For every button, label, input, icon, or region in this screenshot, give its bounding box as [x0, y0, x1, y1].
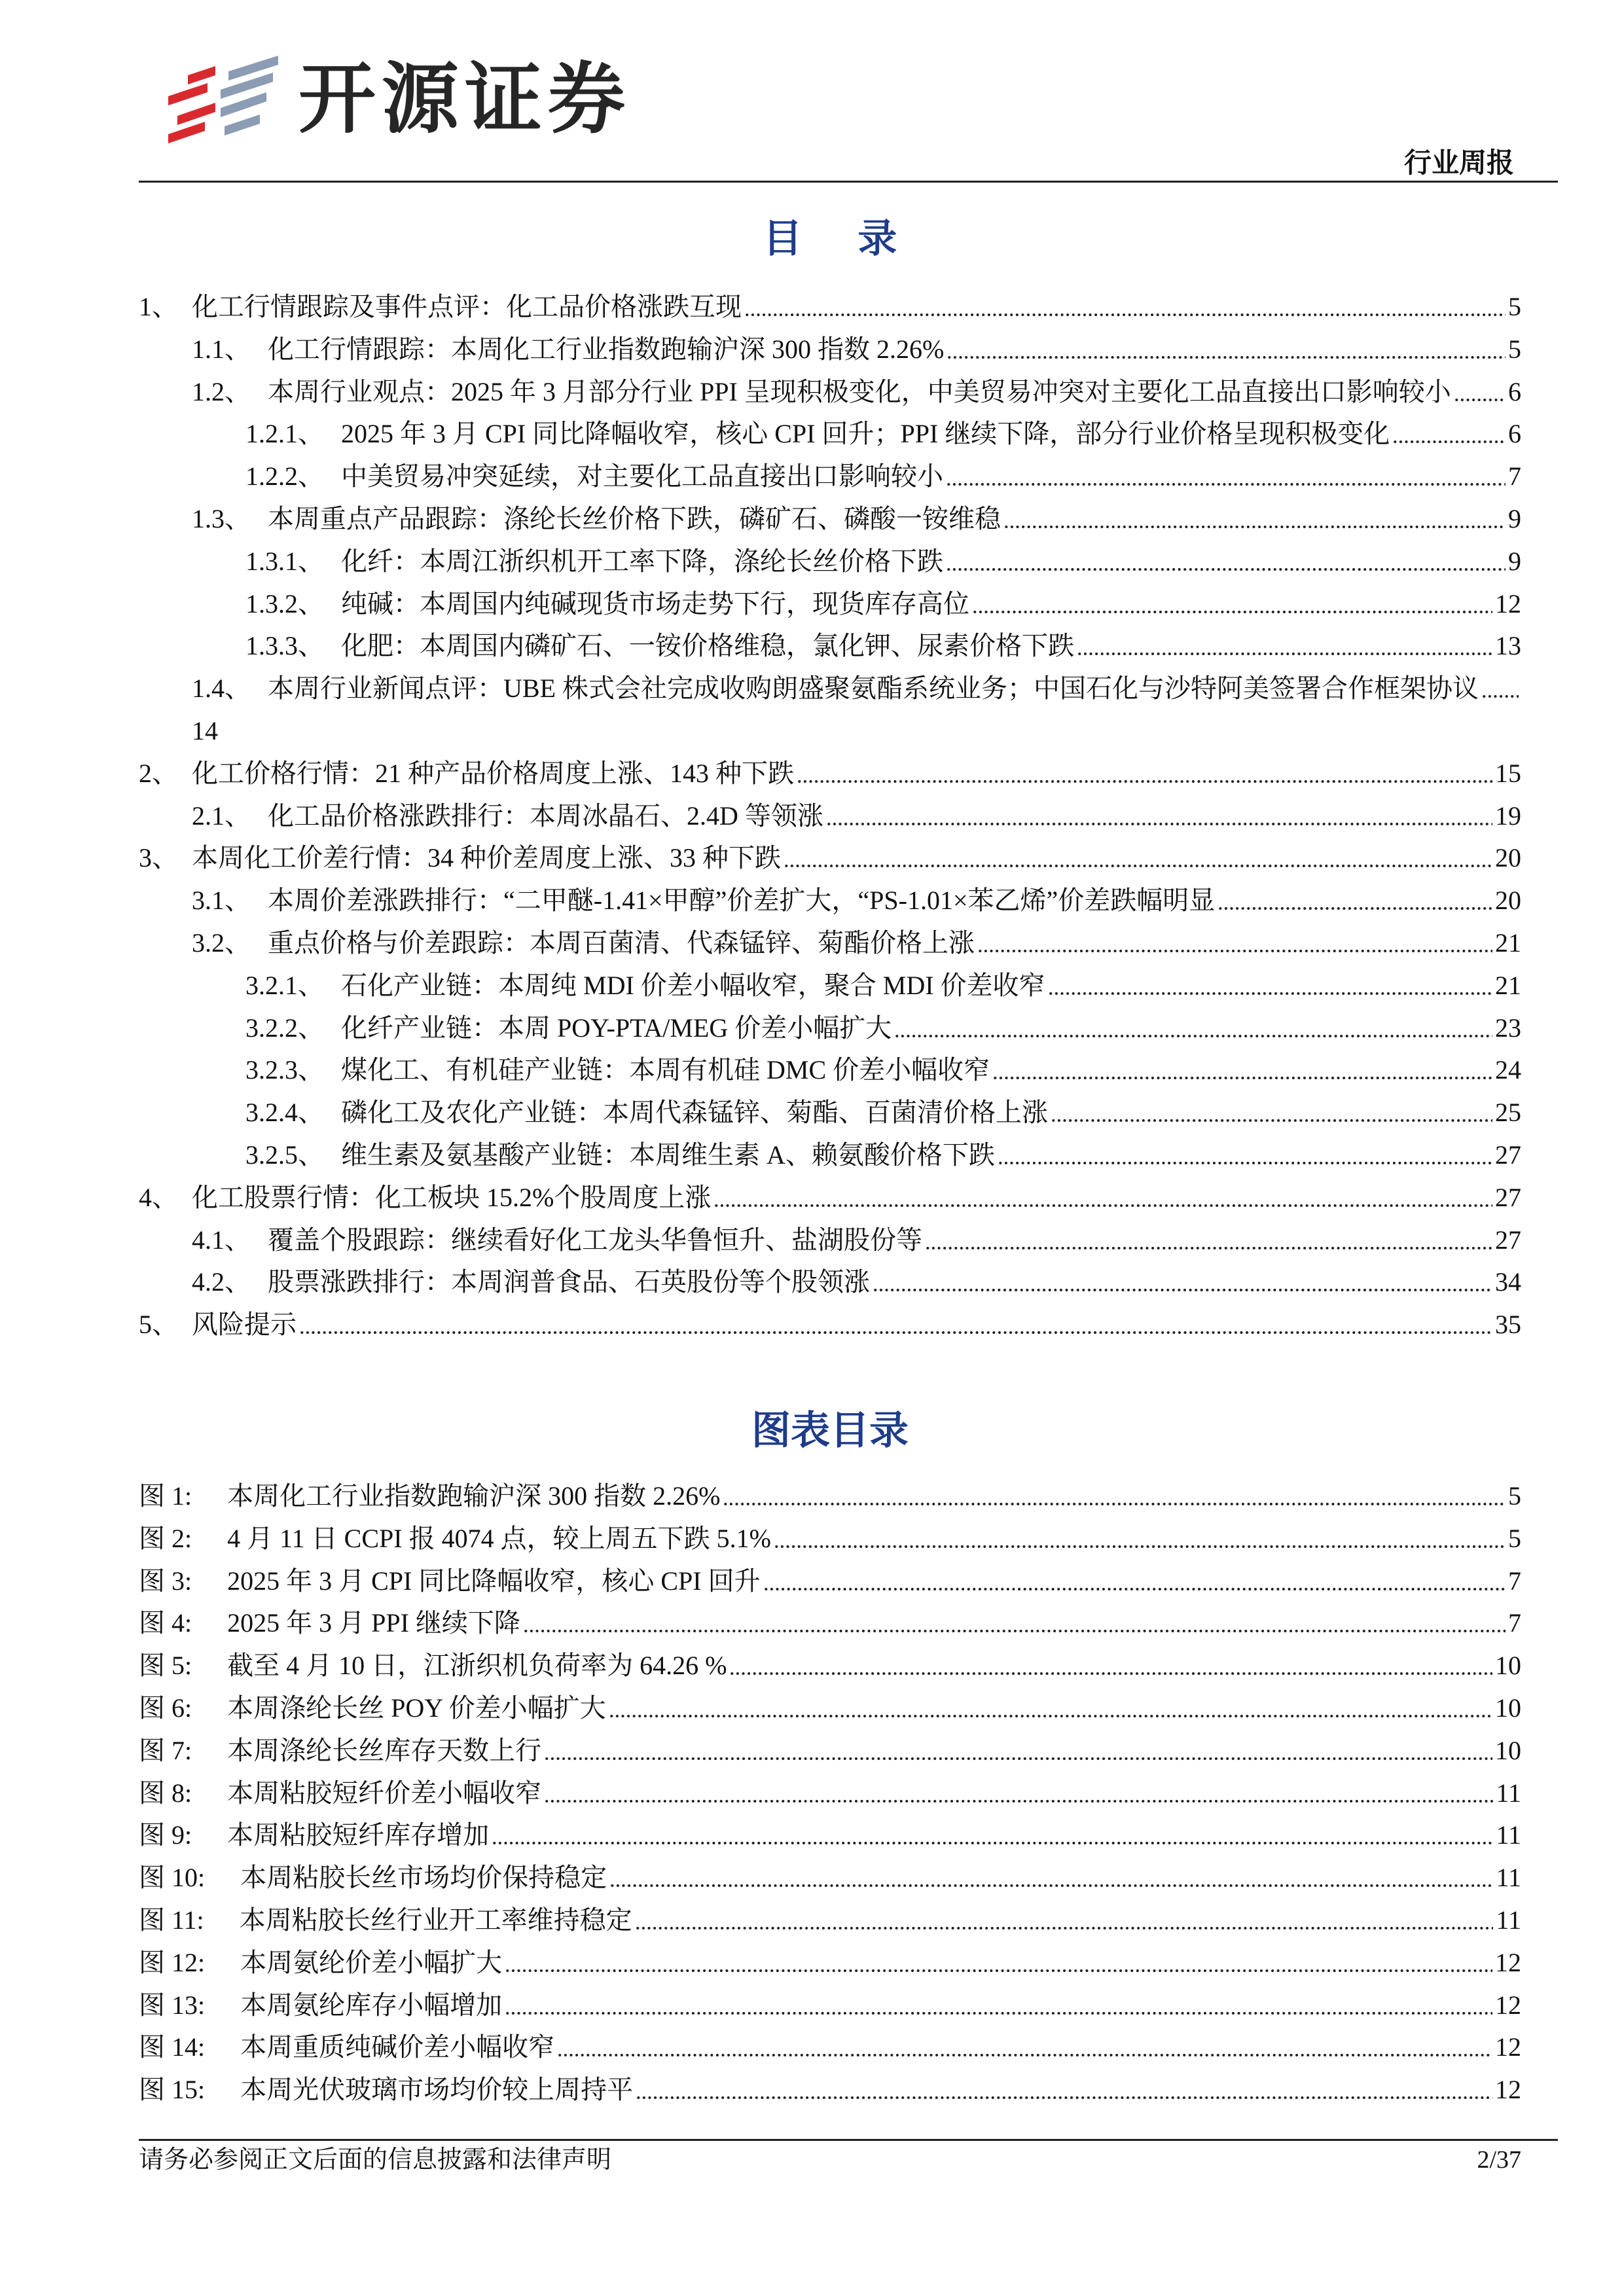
toc-entry-title: 化工品价格涨跌排行：本周冰晶石、2.4D 等领涨: [268, 800, 823, 831]
toc-entry[interactable]: [139, 837, 1521, 880]
figure-entry-title: 2025 年 3 月 PPI 继续下降: [227, 1608, 520, 1638]
dot-leader: [544, 1772, 1493, 1815]
page-number: 2/37: [1477, 2146, 1521, 2174]
toc-entry[interactable]: [139, 1261, 1521, 1304]
toc-entry-page: 14: [192, 715, 218, 745]
toc-entry-page: 9: [1508, 503, 1521, 533]
toc-entry-number: 3.1、: [192, 886, 251, 916]
toc-entry-title: 石化产业链：本周纯 MDI 价差小幅收窄，聚合 MDI 价差收窄: [341, 970, 1045, 1000]
toc-entry[interactable]: [139, 498, 1521, 541]
dot-leader: [636, 2069, 1492, 2111]
toc-entry-number: 3.2、: [192, 927, 251, 958]
toc-entry[interactable]: [139, 668, 1521, 753]
toc-entry-title: 磷化工及农化产业链：本周代森锰锌、菊酯、百菌清价格上涨: [341, 1098, 1048, 1128]
toc-entry[interactable]: [139, 753, 1521, 795]
figure-entry[interactable]: [139, 1602, 1521, 1645]
toc-entry-title: 本周行业观点：2025 年 3 月部分行业 PPI 呈现积极变化，中美贸易冲突对主要化工品直接出口影响较小: [268, 376, 1451, 406]
report-type-label: 行业周报: [1403, 147, 1514, 179]
dot-leader: [894, 1007, 1492, 1050]
figure-entry[interactable]: [139, 1814, 1521, 1857]
figure-entry-page: 12: [1495, 1990, 1521, 2020]
toc-list: [139, 286, 1521, 1346]
toc-entry-title: 覆盖个股跟踪：继续看好化工龙头华鲁恒升、盐湖股份等: [268, 1225, 922, 1255]
figure-entry-number: 图 10:: [139, 1863, 206, 1893]
figure-entry-title: 本周化工行业指数跑输沪深 300 指数 2.26%: [227, 1481, 721, 1511]
toc-entry-page: 5: [1508, 292, 1521, 321]
toc-entry[interactable]: [139, 965, 1521, 1007]
dot-leader: [763, 1560, 1506, 1603]
figure-entry[interactable]: [139, 2026, 1521, 2069]
toc-entry-page: 25: [1495, 1098, 1521, 1128]
figure-entry-page: 12: [1495, 2075, 1521, 2105]
toc-entry-title: 维生素及氨基酸产业链：本周维生素 A、赖氨酸价格下跌: [341, 1139, 995, 1170]
toc-entry-page: 15: [1495, 758, 1521, 788]
figure-entry[interactable]: [139, 2069, 1521, 2111]
toc-entry-number: 3.2.2、: [245, 1013, 324, 1043]
toc-entry-page: 24: [1495, 1055, 1521, 1085]
toc-entry-page: 20: [1495, 843, 1521, 873]
toc-entry-number: 1、: [139, 292, 178, 321]
figure-list: [139, 1475, 1521, 2111]
toc-entry-title: 风险提示: [192, 1310, 297, 1340]
toc-entry[interactable]: [139, 1134, 1521, 1177]
dot-leader: [977, 922, 1492, 965]
toc-entry[interactable]: [139, 541, 1521, 583]
figure-entry-title: 本周涤纶长丝 POY 价差小幅扩大: [227, 1693, 606, 1723]
figure-entry[interactable]: [139, 1730, 1521, 1772]
toc-entry[interactable]: [139, 1092, 1521, 1134]
figure-entry-page: 11: [1496, 1905, 1521, 1935]
toc-entry[interactable]: [139, 1304, 1521, 1346]
dot-leader: [492, 1814, 1493, 1857]
figure-entry-title: 本周重质纯碱价差小幅收窄: [240, 2032, 555, 2062]
figure-entry-page: 11: [1496, 1863, 1521, 1893]
dot-leader: [557, 2026, 1492, 2069]
figure-entry-title: 截至 4 月 10 日，江浙织机负荷率为 64.26 %: [227, 1651, 727, 1681]
dot-leader: [299, 1304, 1492, 1346]
figure-entry-number: 图 1:: [139, 1481, 192, 1511]
toc-entry-number: 2.1、: [192, 800, 251, 831]
figure-entry-page: 11: [1496, 1820, 1521, 1850]
toc-entry[interactable]: [139, 583, 1521, 626]
toc-entry[interactable]: [139, 1177, 1521, 1219]
figure-entry-title: 本周粘胶长丝行业开工率维持稳定: [239, 1905, 632, 1935]
toc-entry-title: 本周重点产品跟踪：涤纶长丝价格下跌，磷矿石、磷酸一铵维稳: [268, 503, 1001, 533]
toc-entry[interactable]: [139, 880, 1521, 922]
dot-leader: [1077, 625, 1492, 668]
toc-entry-number: 4.2、: [192, 1267, 251, 1297]
figure-entry-number: 图 3:: [139, 1566, 192, 1596]
figure-entry-number: 图 15:: [139, 2075, 206, 2105]
toc-entry-title: 化工行情跟踪：本周化工行业指数跑输沪深 300 指数 2.26%: [268, 334, 945, 364]
figure-entry-title: 本周粘胶短纤价差小幅收窄: [227, 1778, 542, 1808]
figure-entry[interactable]: [139, 1899, 1521, 1942]
figure-entry-page: 5: [1508, 1481, 1521, 1511]
toc-entry[interactable]: [139, 456, 1521, 498]
toc-entry-page: 27: [1495, 1225, 1521, 1255]
figure-entry-number: 图 8:: [139, 1778, 192, 1808]
dot-leader: [505, 1942, 1492, 1984]
dot-leader: [609, 1687, 1492, 1730]
figure-entry-title: 本周氨纶价差小幅扩大: [240, 1947, 503, 1977]
toc-entry-title: 重点价格与价差跟踪：本周百菌清、代森锰锌、菊酯价格上涨: [268, 927, 975, 958]
toc-entry-number: 4、: [139, 1182, 178, 1212]
toc-entry[interactable]: [139, 286, 1521, 329]
dot-leader: [826, 795, 1492, 838]
toc-entry-page: 9: [1508, 546, 1521, 576]
toc-entry-title: 本周化工价差行情：34 种价差周度上涨、33 种下跌: [192, 843, 781, 873]
figure-entry-number: 图 12:: [139, 1947, 206, 1977]
dot-leader: [925, 1219, 1492, 1262]
figure-entry-page: 10: [1495, 1693, 1521, 1723]
figure-entry-page: 11: [1496, 1778, 1521, 1808]
toc-entry-number: 1.3.3、: [245, 631, 324, 661]
figure-entry-page: 5: [1508, 1523, 1521, 1553]
dot-leader: [635, 1899, 1494, 1942]
toc-entry-number: 3.2.1、: [245, 970, 324, 1000]
dot-leader: [992, 1049, 1492, 1092]
figure-entry-title: 本周氨纶库存小幅增加: [240, 1990, 503, 2020]
figure-entry[interactable]: [139, 1560, 1521, 1603]
toc-entry-page: 21: [1495, 970, 1521, 1000]
figure-entry[interactable]: [139, 1942, 1521, 1984]
figure-entry[interactable]: [139, 1518, 1521, 1560]
toc-entry-number: 3.2.3、: [245, 1055, 324, 1085]
toc-entry-title: 化纤：本周江浙织机开工率下降，涤纶长丝价格下跌: [341, 546, 943, 576]
figure-entry-title: 本周粘胶长丝市场均价保持稳定: [240, 1863, 607, 1893]
figure-entry-title: 本周涤纶长丝库存天数上行: [227, 1735, 542, 1765]
toc-entry-title: 中美贸易冲突延续，对主要化工品直接出口影响较小: [341, 461, 943, 492]
toc-entry-title: 股票涨跌排行：本周润普食品、石英股份等个股领涨: [268, 1267, 870, 1297]
figure-entry[interactable]: [139, 1984, 1521, 2027]
dot-leader: [544, 1730, 1492, 1772]
figure-entry-page: 7: [1508, 1566, 1521, 1596]
dot-leader: [946, 456, 1506, 498]
toc-entry-page: 5: [1508, 334, 1521, 364]
toc-entry-page: 27: [1495, 1139, 1521, 1170]
toc-entry-page: 6: [1508, 376, 1521, 406]
toc-entry-number: 3.2.4、: [245, 1098, 324, 1128]
figure-entry-title: 本周粘胶短纤库存增加: [227, 1820, 490, 1850]
toc-entry-page: 21: [1495, 927, 1521, 958]
figure-entry[interactable]: [139, 1475, 1521, 1518]
toc-entry[interactable]: [139, 922, 1521, 965]
figure-entry-title: 本周光伏玻璃市场均价较上周持平: [240, 2075, 634, 2105]
figure-list-heading: 图表目录: [751, 1408, 909, 1454]
figure-entry-number: 图 13:: [139, 1990, 206, 2020]
toc-entry-page: 19: [1495, 800, 1521, 831]
dot-leader: [774, 1518, 1506, 1560]
dot-leader: [784, 837, 1492, 880]
dot-leader: [723, 1475, 1506, 1518]
figure-entry-page: 7: [1508, 1608, 1521, 1638]
toc-entry[interactable]: [139, 371, 1521, 414]
figure-entry-number: 图 5:: [139, 1651, 192, 1681]
figure-entry-page: 10: [1495, 1651, 1521, 1681]
dot-leader: [972, 583, 1492, 626]
figure-entry[interactable]: [139, 1857, 1521, 1899]
toc-entry-page: 34: [1495, 1267, 1521, 1297]
dot-leader: [947, 329, 1506, 371]
toc-entry[interactable]: [139, 1049, 1521, 1092]
toc-entry[interactable]: [139, 795, 1521, 838]
toc-entry[interactable]: [139, 625, 1521, 668]
dot-leader: [523, 1602, 1506, 1645]
toc-entry-title: 化工价格行情：21 种产品价格周度上涨、143 种下跌: [192, 758, 794, 788]
toc-entry-page: 23: [1495, 1013, 1521, 1043]
figure-entry-number: 图 4:: [139, 1608, 192, 1638]
toc-entry-number: 3.2.5、: [245, 1139, 324, 1170]
toc-heading: 目 录: [763, 216, 918, 262]
toc-entry-number: 1.3.2、: [245, 588, 324, 619]
toc-entry[interactable]: [139, 413, 1521, 456]
dot-leader: [744, 286, 1506, 329]
toc-entry-title: 纯碱：本周国内纯碱现货市场走势下行，现货库存高位: [341, 588, 969, 619]
company-logo-icon: [168, 56, 278, 143]
figure-entry-number: 图 7:: [139, 1735, 192, 1765]
toc-entry-title: 化工行情跟踪及事件点评：化工品价格涨跌互现: [192, 292, 742, 321]
toc-entry[interactable]: [139, 329, 1521, 371]
figure-entry[interactable]: [139, 1687, 1521, 1730]
dot-leader: [797, 753, 1492, 795]
dot-leader: [729, 1645, 1492, 1687]
toc-entry-number: 2、: [139, 758, 178, 788]
toc-entry-number: 1.4、: [192, 673, 251, 704]
figure-entry[interactable]: [139, 1772, 1521, 1815]
figure-entry-title: 2025 年 3 月 CPI 同比降幅收窄，核心 CPI 回升: [227, 1566, 761, 1596]
header-rule: [139, 181, 1558, 183]
toc-entry-page: 12: [1495, 588, 1521, 619]
footer-disclaimer: 请务必参阅正文后面的信息披露和法律声明: [139, 2146, 612, 2174]
toc-entry-page: 13: [1495, 631, 1521, 661]
dot-leader: [1051, 1092, 1492, 1134]
company-logo-text: 开源证券: [298, 54, 632, 144]
toc-entry-title: 本周行业新闻点评：UBE 株式会社完成收购朗盛聚氨酯系统业务；中国石化与沙特阿美签署合作框架协议: [268, 673, 1479, 704]
toc-entry[interactable]: [139, 1219, 1521, 1262]
toc-entry-number: 1.2、: [192, 376, 251, 406]
toc-entry-page: 35: [1495, 1310, 1521, 1340]
toc-entry-title: 化纤产业链：本周 POY-PTA/MEG 价差小幅扩大: [341, 1013, 892, 1043]
figure-entry-page: 12: [1495, 2032, 1521, 2062]
toc-entry-title: 化工股票行情：化工板块 15.2%个股周度上涨: [192, 1182, 712, 1212]
toc-entry-title: 2025 年 3 月 CPI 同比降幅收窄，核心 CPI 回升；PPI 继续下降，部分行业价格呈现积极变化: [341, 419, 1390, 449]
dot-leader: [713, 1177, 1492, 1219]
dot-leader: [1392, 413, 1506, 456]
toc-entry-number: 1.2.2、: [245, 461, 324, 492]
dot-leader: [998, 1134, 1492, 1177]
toc-entry-page: 20: [1495, 886, 1521, 916]
dot-leader: [1454, 371, 1506, 414]
toc-entry-page: 6: [1508, 419, 1521, 449]
toc-entry-number: 1.1、: [192, 334, 251, 364]
toc-entry-title: 化肥：本周国内磷矿石、一铵价格维稳，氯化钾、尿素价格下跌: [341, 631, 1074, 661]
toc-entry-number: 1.3、: [192, 503, 251, 533]
toc-entry-number: 1.2.1、: [245, 419, 324, 449]
toc-entry-number: 1.3.1、: [245, 546, 324, 576]
toc-entry-number: 5、: [139, 1310, 178, 1340]
figure-entry[interactable]: [139, 1645, 1521, 1687]
toc-entry-number: 3、: [139, 843, 178, 873]
figure-entry-page: 10: [1495, 1735, 1521, 1765]
toc-entry-number: 4.1、: [192, 1225, 251, 1255]
dot-leader: [609, 1857, 1493, 1899]
figure-entry-number: 图 6:: [139, 1693, 192, 1723]
dot-leader: [946, 541, 1506, 583]
dot-leader: [1048, 965, 1492, 1007]
figure-entry-number: 图 11:: [139, 1905, 204, 1935]
figure-entry-number: 图 9:: [139, 1820, 192, 1850]
toc-entry-title: 本周价差涨跌排行：“二甲醚-1.41×甲醇”价差扩大，“PS-1.01×苯乙烯”价差跌幅明显: [268, 886, 1216, 916]
figure-entry-page: 12: [1495, 1947, 1521, 1977]
toc-entry-title: 煤化工、有机硅产业链：本周有机硅 DMC 价差小幅收窄: [341, 1055, 990, 1085]
footer-rule: [139, 2139, 1558, 2141]
dot-leader: [505, 1984, 1492, 2027]
figure-entry-number: 图 14:: [139, 2032, 206, 2062]
toc-entry[interactable]: [139, 1007, 1521, 1050]
toc-entry-page: 7: [1508, 461, 1521, 492]
dot-leader: [873, 1261, 1492, 1304]
dot-leader: [1481, 668, 1519, 710]
figure-entry-title: 4 月 11 日 CCPI 报 4074 点，较上周五下跌 5.1%: [227, 1523, 771, 1553]
dot-leader: [1218, 880, 1492, 922]
dot-leader: [1003, 498, 1506, 541]
figure-entry-number: 图 2:: [139, 1523, 192, 1553]
toc-entry-page: 27: [1495, 1182, 1521, 1212]
